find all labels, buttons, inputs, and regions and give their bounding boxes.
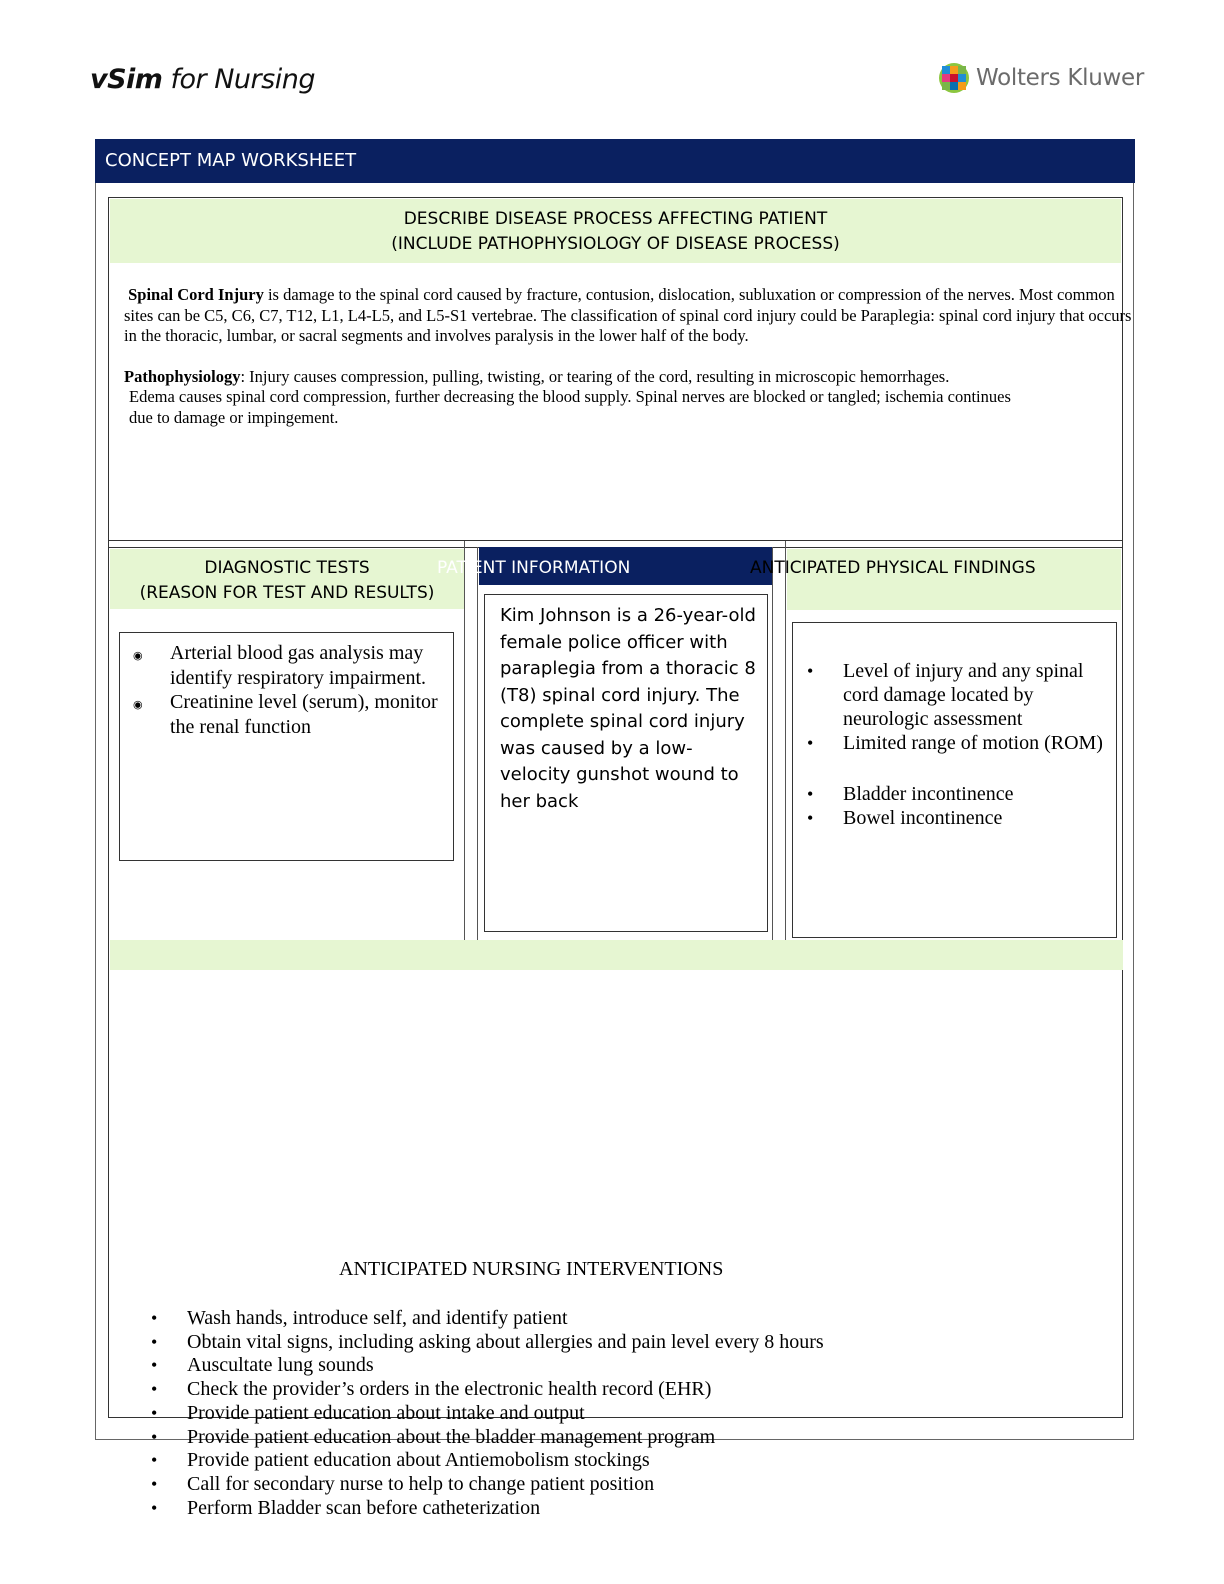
patient-description: Kim Johnson is a 26-year-old female police officer with paraplegia from a thoracic 8 (T8) spinal cord injury. The complete spinal cord injury was caused by a low- velocity gunshot wound to her back [500, 605, 756, 812]
disease-title-line2: (INCLUDE PATHOPHYSIOLOGY OF DISEASE PROCESS) [391, 234, 840, 254]
diagnostics-box [119, 632, 454, 861]
wolters-kluwer-wordmark: Wolters Kluwer [976, 65, 1145, 91]
interventions-title: ANTICIPATED NURSING INTERVENTIONS [339, 1258, 724, 1280]
intervention-item: • Auscultate lung sounds [137, 1354, 1037, 1378]
diagnostics-title-line1: DIAGNOSTIC TESTS [204, 558, 370, 578]
disease-text: is damage to the spinal cord caused by fracture, contusion, dislocation, subluxation or compression of the nerves. Most common sites can be C5, C6, C7, T12, L1, L4-L5, and L5-S1 vertebrae. The classification of spinal cord injury could be Paraplegia: spinal cord injury that occurs in the thoracic, lumbar, or sacral segments and involves paralysis in the lower half of the body. [124, 285, 1132, 345]
disease-section-header [110, 199, 1121, 263]
intervention-item: • Obtain vital signs, including asking about allergies and pain level every 8 hours [137, 1331, 1037, 1355]
intervention-item: • Provide patient education about the bladder management program [137, 1426, 1037, 1450]
for-nursing-text: for Nursing [170, 64, 315, 95]
column-divider-3 [772, 547, 773, 940]
pathophysiology-text-2: Edema causes spinal cord compression, further decreasing the blood supply. Spinal nerves are blocked or tangled; ischemia continues [129, 387, 1011, 406]
findings-box [792, 622, 1117, 938]
pathophysiology-text-1: : Injury causes compression, pulling, twisting, or tearing of the cord, resulting in microscopic hemorrhages. [240, 366, 950, 386]
disease-title-line1: DESCRIBE DISEASE PROCESS AFFECTING PATIENT [403, 209, 828, 229]
column-divider-1 [464, 541, 465, 940]
wolters-kluwer-logo-icon [938, 62, 970, 94]
worksheet-header: CONCEPT MAP WORKSHEET [95, 139, 1135, 183]
vsim-brand [90, 64, 315, 95]
diagnostics-list [120, 641, 453, 739]
section-divider [108, 540, 1123, 541]
pathophysiology-text-3: due to damage or impingement. [129, 407, 339, 427]
diagnostics-item: ◉ Creatinine level (serum), monitor the renal function [120, 690, 453, 739]
patient-info-title: PATIENT INFORMATION [437, 558, 631, 578]
intervention-item: • Perform Bladder scan before catheterization [137, 1497, 1037, 1521]
interventions-list [137, 1307, 1037, 1520]
disease-description [124, 285, 1134, 428]
diagnostics-item: ◉ Arterial blood gas analysis may identify respiratory impairment. [120, 641, 453, 690]
intervention-item: • Provide patient education about intake and output [137, 1402, 1037, 1426]
disease-term: Spinal Cord Injury [128, 285, 264, 304]
findings-item: • Level of injury and any spinal cord damage located by neurologic assessment [793, 659, 1116, 731]
patient-info-box [484, 594, 768, 932]
findings-title: ANTICIPATED PHYSICAL FINDINGS [750, 558, 1036, 578]
wolters-kluwer-brand [938, 62, 1144, 94]
column-divider-2 [477, 547, 478, 940]
vsim-wordmark: vSim [90, 64, 163, 95]
intervention-item: • Call for secondary nurse to help to change patient position [137, 1473, 1037, 1497]
column-divider-4 [785, 541, 786, 940]
middle-row-footer-band [110, 940, 1123, 970]
findings-item: • Bladder incontinence [793, 782, 1116, 806]
pathophysiology-label: Pathophysiology [124, 366, 241, 386]
findings-item: • Limited range of motion (ROM) [793, 731, 1116, 755]
intervention-item: • Provide patient education about Antiemobolism stockings [137, 1449, 1037, 1473]
diagnostics-header [110, 549, 464, 609]
intervention-item: • Wash hands, introduce self, and identify patient [137, 1307, 1037, 1331]
findings-item: • Bowel incontinence [793, 806, 1116, 830]
diagnostics-title-line2: (REASON FOR TEST AND RESULTS) [139, 583, 435, 603]
findings-list [793, 659, 1116, 830]
intervention-item: • Check the provider’s orders in the electronic health record (EHR) [137, 1378, 1037, 1402]
